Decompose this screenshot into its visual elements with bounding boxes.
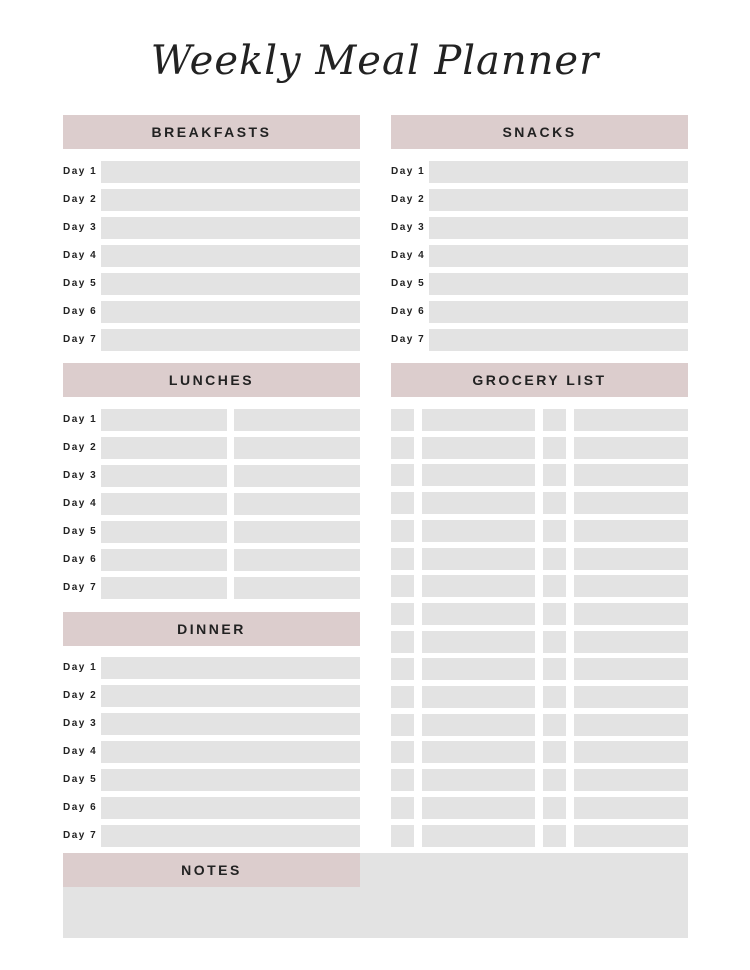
day-label: Day 3 bbox=[63, 718, 98, 729]
dinner-entry-field[interactable] bbox=[101, 797, 360, 819]
grocery-item-field[interactable] bbox=[574, 658, 688, 680]
breakfast-row bbox=[63, 245, 360, 267]
breakfast-entry-field[interactable] bbox=[101, 301, 360, 323]
grocery-checkbox[interactable] bbox=[391, 686, 414, 708]
grocery-item-field[interactable] bbox=[574, 825, 688, 847]
lunch-entry-field[interactable] bbox=[234, 437, 360, 459]
day-label: Day 4 bbox=[63, 746, 98, 757]
grocery-item-field[interactable] bbox=[574, 686, 688, 708]
grocery-checkbox[interactable] bbox=[543, 797, 566, 819]
breakfast-entry-field[interactable] bbox=[101, 273, 360, 295]
snack-row bbox=[391, 161, 688, 183]
grocery-checkbox[interactable] bbox=[391, 797, 414, 819]
dinner-entry-field[interactable] bbox=[101, 657, 360, 679]
day-label: Day 6 bbox=[63, 802, 98, 813]
lunch-row bbox=[63, 549, 360, 571]
snack-row bbox=[391, 329, 688, 351]
snack-row bbox=[391, 217, 688, 239]
grocery-item-field[interactable] bbox=[574, 631, 688, 653]
grocery-item-field[interactable] bbox=[422, 769, 535, 791]
dinner-entry-field[interactable] bbox=[101, 741, 360, 763]
day-label: Day 2 bbox=[63, 690, 98, 701]
grocery-checkbox[interactable] bbox=[391, 437, 414, 459]
day-label: Day 7 bbox=[391, 334, 426, 345]
lunch-entry-field[interactable] bbox=[234, 549, 360, 571]
snack-entry-field[interactable] bbox=[429, 189, 688, 211]
grocery-item-field[interactable] bbox=[422, 658, 535, 680]
grocery-item-field[interactable] bbox=[574, 548, 688, 570]
grocery-list-header: GROCERY LIST bbox=[391, 363, 688, 397]
lunch-entry-field[interactable] bbox=[101, 409, 227, 431]
grocery-checkbox[interactable] bbox=[543, 658, 566, 680]
snack-row bbox=[391, 245, 688, 267]
lunch-entry-field[interactable] bbox=[234, 493, 360, 515]
grocery-item-field[interactable] bbox=[422, 603, 535, 625]
grocery-item-field[interactable] bbox=[574, 575, 688, 597]
grocery-checkbox[interactable] bbox=[391, 658, 414, 680]
day-label: Day 3 bbox=[63, 470, 98, 481]
grocery-checkbox[interactable] bbox=[543, 437, 566, 459]
day-label: Day 2 bbox=[391, 194, 426, 205]
breakfast-row bbox=[63, 161, 360, 183]
lunch-entry-field[interactable] bbox=[234, 409, 360, 431]
day-label: Day 1 bbox=[63, 414, 98, 425]
grocery-checkbox[interactable] bbox=[391, 409, 414, 431]
day-label: Day 3 bbox=[391, 222, 426, 233]
lunch-entry-field[interactable] bbox=[101, 493, 227, 515]
snack-row bbox=[391, 189, 688, 211]
grocery-item-field[interactable] bbox=[574, 520, 688, 542]
grocery-checkbox[interactable] bbox=[543, 631, 566, 653]
dinner-row bbox=[63, 713, 360, 735]
grocery-item-field[interactable] bbox=[422, 631, 535, 653]
snack-entry-field[interactable] bbox=[429, 301, 688, 323]
breakfast-row bbox=[63, 189, 360, 211]
breakfast-entry-field[interactable] bbox=[101, 245, 360, 267]
grocery-checkbox[interactable] bbox=[543, 741, 566, 763]
lunch-entry-field[interactable] bbox=[101, 465, 227, 487]
grocery-checkbox[interactable] bbox=[391, 825, 414, 847]
dinner-entry-field[interactable] bbox=[101, 825, 360, 847]
lunch-entry-field[interactable] bbox=[101, 437, 227, 459]
day-label: Day 7 bbox=[63, 582, 98, 593]
grocery-item-field[interactable] bbox=[574, 603, 688, 625]
grocery-item-field[interactable] bbox=[422, 797, 535, 819]
grocery-item-field[interactable] bbox=[574, 492, 688, 514]
grocery-checkbox[interactable] bbox=[391, 464, 414, 486]
grocery-item-field[interactable] bbox=[422, 686, 535, 708]
breakfast-row bbox=[63, 301, 360, 323]
dinner-entry-field[interactable] bbox=[101, 685, 360, 707]
day-label: Day 5 bbox=[63, 526, 98, 537]
dinner-header: DINNER bbox=[63, 612, 360, 646]
grocery-checkbox[interactable] bbox=[391, 714, 414, 736]
day-label: Day 1 bbox=[63, 662, 98, 673]
grocery-item-field[interactable] bbox=[574, 437, 688, 459]
dinner-row bbox=[63, 741, 360, 763]
breakfast-entry-field[interactable] bbox=[101, 329, 360, 351]
lunch-entry-field[interactable] bbox=[101, 577, 227, 599]
grocery-item-field[interactable] bbox=[422, 492, 535, 514]
grocery-checkbox[interactable] bbox=[543, 409, 566, 431]
dinner-row bbox=[63, 657, 360, 679]
grocery-item-field[interactable] bbox=[422, 409, 535, 431]
snacks-header: SNACKS bbox=[391, 115, 688, 149]
snack-entry-field[interactable] bbox=[429, 161, 688, 183]
grocery-checkbox[interactable] bbox=[543, 464, 566, 486]
day-label: Day 5 bbox=[63, 774, 98, 785]
dinner-entry-field[interactable] bbox=[101, 713, 360, 735]
snack-entry-field[interactable] bbox=[429, 245, 688, 267]
grocery-item-field[interactable] bbox=[422, 548, 535, 570]
grocery-item-field[interactable] bbox=[574, 464, 688, 486]
grocery-item-field[interactable] bbox=[422, 464, 535, 486]
snack-entry-field[interactable] bbox=[429, 273, 688, 295]
dinner-row bbox=[63, 825, 360, 847]
lunch-row bbox=[63, 437, 360, 459]
grocery-checkbox[interactable] bbox=[543, 520, 566, 542]
breakfast-entry-field[interactable] bbox=[101, 161, 360, 183]
breakfast-row bbox=[63, 273, 360, 295]
day-label: Day 4 bbox=[63, 498, 98, 509]
notes-header: NOTES bbox=[63, 853, 360, 887]
grocery-item-field[interactable] bbox=[574, 714, 688, 736]
snack-entry-field[interactable] bbox=[429, 217, 688, 239]
day-label: Day 2 bbox=[63, 442, 98, 453]
day-label: Day 5 bbox=[391, 278, 426, 289]
grocery-item-field[interactable] bbox=[422, 741, 535, 763]
day-label: Day 2 bbox=[63, 194, 98, 205]
grocery-item-field[interactable] bbox=[422, 825, 535, 847]
grocery-checkbox[interactable] bbox=[543, 603, 566, 625]
grocery-checkbox[interactable] bbox=[543, 769, 566, 791]
grocery-checkbox[interactable] bbox=[391, 603, 414, 625]
lunch-row bbox=[63, 493, 360, 515]
day-label: Day 6 bbox=[63, 554, 98, 565]
day-label: Day 7 bbox=[63, 334, 98, 345]
grocery-checkbox[interactable] bbox=[391, 520, 414, 542]
grocery-checkbox[interactable] bbox=[543, 825, 566, 847]
dinner-row bbox=[63, 685, 360, 707]
day-label: Day 1 bbox=[391, 166, 426, 177]
breakfast-row bbox=[63, 217, 360, 239]
grocery-item-field[interactable] bbox=[422, 575, 535, 597]
lunch-entry-field[interactable] bbox=[101, 521, 227, 543]
day-label: Day 5 bbox=[63, 278, 98, 289]
grocery-checkbox[interactable] bbox=[543, 492, 566, 514]
dinner-row bbox=[63, 797, 360, 819]
lunches-header: LUNCHES bbox=[63, 363, 360, 397]
grocery-checkbox[interactable] bbox=[391, 631, 414, 653]
grocery-checkbox[interactable] bbox=[543, 575, 566, 597]
grocery-item-field[interactable] bbox=[574, 797, 688, 819]
lunch-entry-field[interactable] bbox=[234, 465, 360, 487]
page-title: Weekly Meal Planner bbox=[150, 38, 600, 84]
grocery-checkbox[interactable] bbox=[391, 741, 414, 763]
grocery-checkbox[interactable] bbox=[543, 686, 566, 708]
lunch-row bbox=[63, 521, 360, 543]
day-label: Day 6 bbox=[63, 306, 98, 317]
snack-row bbox=[391, 301, 688, 323]
lunch-row bbox=[63, 409, 360, 431]
grocery-checkbox[interactable] bbox=[391, 492, 414, 514]
grocery-checkbox[interactable] bbox=[543, 714, 566, 736]
breakfast-entry-field[interactable] bbox=[101, 217, 360, 239]
lunch-row bbox=[63, 465, 360, 487]
dinner-row bbox=[63, 769, 360, 791]
grocery-checkbox[interactable] bbox=[391, 769, 414, 791]
day-label: Day 7 bbox=[63, 830, 98, 841]
grocery-item-field[interactable] bbox=[574, 741, 688, 763]
day-label: Day 4 bbox=[391, 250, 426, 261]
lunch-row bbox=[63, 577, 360, 599]
snack-row bbox=[391, 273, 688, 295]
grocery-checkbox[interactable] bbox=[391, 548, 414, 570]
grocery-item-field[interactable] bbox=[422, 437, 535, 459]
grocery-checkbox[interactable] bbox=[391, 575, 414, 597]
grocery-item-field[interactable] bbox=[422, 714, 535, 736]
day-label: Day 1 bbox=[63, 166, 98, 177]
breakfast-entry-field[interactable] bbox=[101, 189, 360, 211]
snack-entry-field[interactable] bbox=[429, 329, 688, 351]
grocery-item-field[interactable] bbox=[574, 409, 688, 431]
grocery-item-field[interactable] bbox=[574, 769, 688, 791]
lunch-entry-field[interactable] bbox=[101, 549, 227, 571]
grocery-item-field[interactable] bbox=[422, 520, 535, 542]
grocery-checkbox[interactable] bbox=[543, 548, 566, 570]
day-label: Day 6 bbox=[391, 306, 426, 317]
day-label: Day 4 bbox=[63, 250, 98, 261]
breakfasts-header: BREAKFASTS bbox=[63, 115, 360, 149]
lunch-entry-field[interactable] bbox=[234, 577, 360, 599]
dinner-entry-field[interactable] bbox=[101, 769, 360, 791]
lunch-entry-field[interactable] bbox=[234, 521, 360, 543]
day-label: Day 3 bbox=[63, 222, 98, 233]
breakfast-row bbox=[63, 329, 360, 351]
